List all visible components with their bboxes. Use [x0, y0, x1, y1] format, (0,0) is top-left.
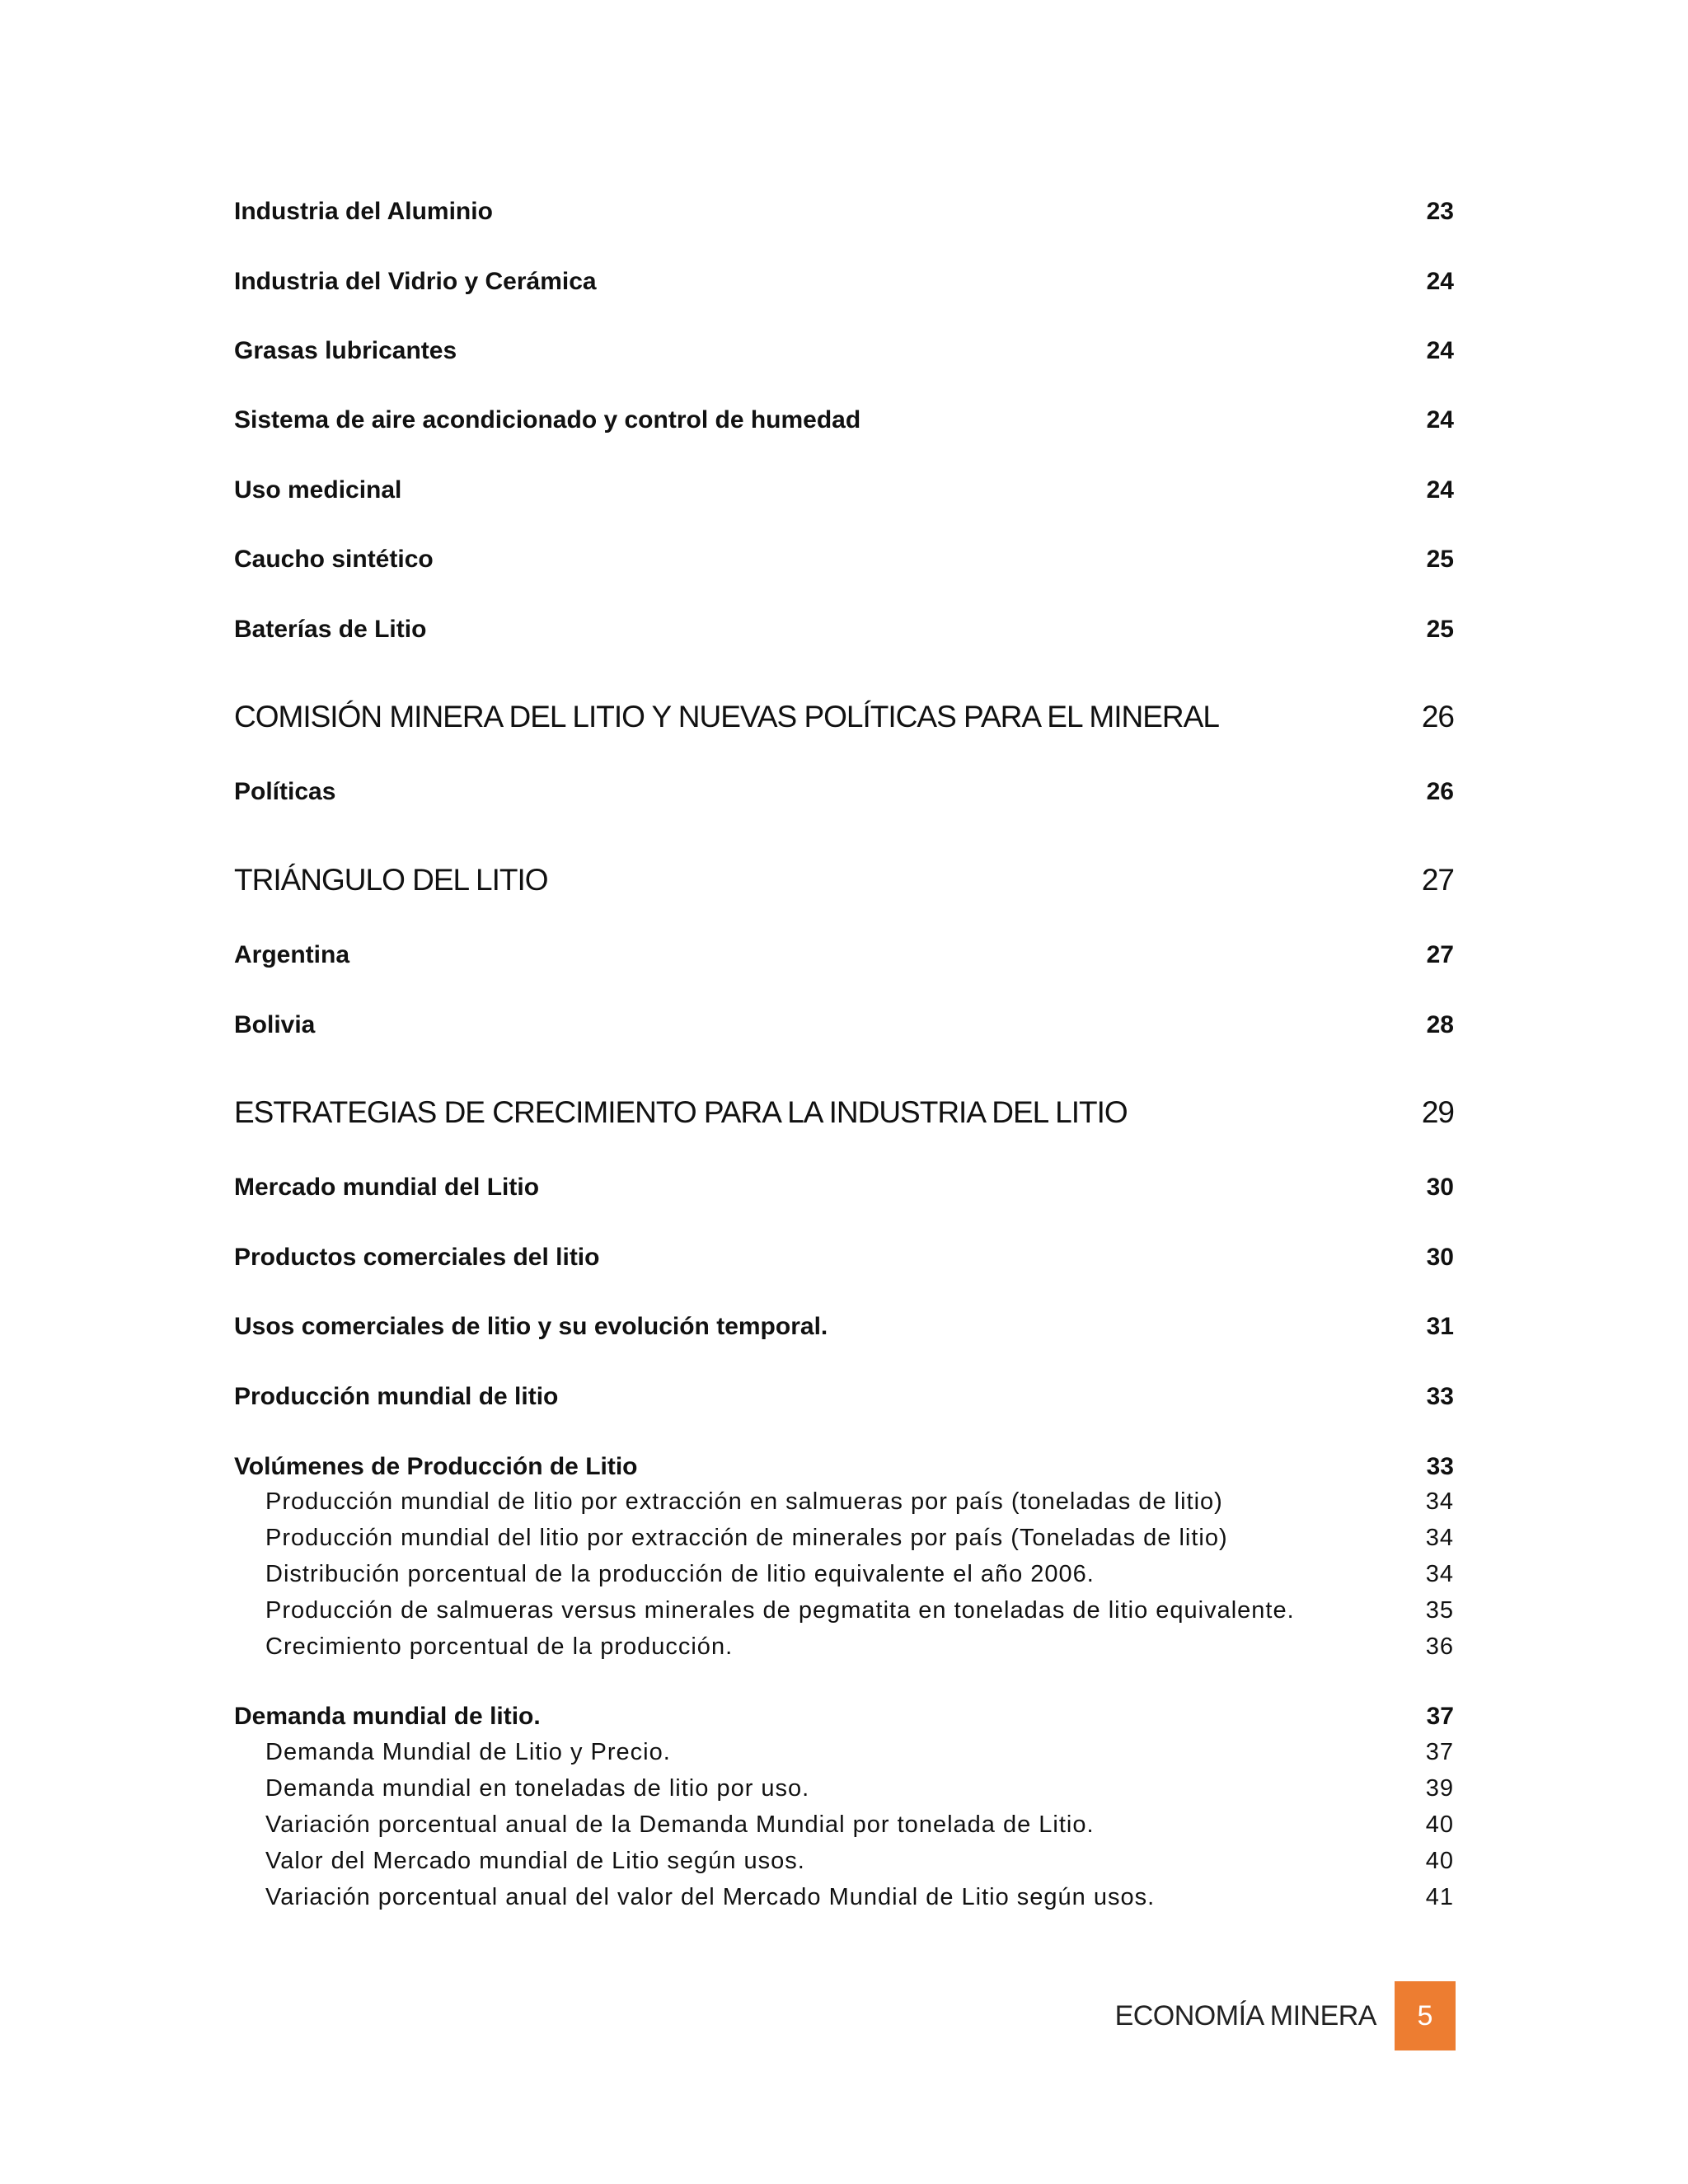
toc-subentry-title: Producción de salmueras versus minerales de pegmatita en toneladas de litio equivalente.: [265, 1597, 1295, 1624]
toc-entry-baterias-litio[interactable]: [234, 616, 1454, 644]
toc-entry-page: 30: [1426, 1174, 1454, 1201]
table-of-contents: [234, 0, 1454, 1978]
toc-subentry-title: Valor del Mercado mundial de Litio según usos.: [265, 1848, 805, 1874]
toc-entry-demanda-mundial[interactable]: [234, 1703, 1454, 1731]
toc-entry-title: Sistema de aire acondicionado y control de humedad: [234, 406, 861, 434]
toc-subentry-page: 39: [1425, 1775, 1454, 1802]
toc-entry-title: Políticas: [234, 778, 336, 805]
toc-entry-page: 24: [1426, 476, 1454, 504]
toc-subentry-title: Producción mundial del litio por extracción de minerales por país (Toneladas de litio): [265, 1525, 1228, 1551]
toc-subentry[interactable]: [234, 1525, 1454, 1552]
toc-entry-title: Industria del Aluminio: [234, 198, 493, 225]
toc-entry-page: 25: [1426, 546, 1454, 573]
toc-subentry-title: Distribución porcentual de la producción de litio equivalente el año 2006.: [265, 1561, 1095, 1587]
toc-entry-title: Industria del Vidrio y Cerámica: [234, 268, 597, 295]
toc-heading-page: 27: [1421, 863, 1454, 897]
toc-entry-title: Bolivia: [234, 1011, 316, 1038]
toc-entry-title: Uso medicinal: [234, 476, 402, 504]
toc-heading-comision-minera[interactable]: [234, 700, 1454, 734]
page-number-badge: 5: [1395, 1981, 1456, 2050]
toc-subentry[interactable]: [234, 1884, 1454, 1911]
toc-entry-title: Baterías de Litio: [234, 616, 427, 643]
toc-subentry-page: 41: [1425, 1884, 1454, 1910]
toc-entry-volumenes-produccion[interactable]: [234, 1453, 1454, 1481]
toc-entry-bolivia[interactable]: [234, 1011, 1454, 1039]
toc-subentry-title: Producción mundial de litio por extracción en salmueras por país (toneladas de litio): [265, 1488, 1223, 1515]
toc-subentry[interactable]: [234, 1633, 1454, 1661]
toc-subentry[interactable]: [234, 1848, 1454, 1875]
toc-entry-page: 37: [1426, 1703, 1454, 1730]
footer-title: ECONOMÍA MINERA: [1114, 1999, 1376, 2032]
toc-heading-page: 26: [1421, 700, 1454, 733]
toc-entry-page: 24: [1426, 337, 1454, 364]
page-footer: [1071, 1981, 1456, 2050]
toc-subentry-title: Demanda Mundial de Litio y Precio.: [265, 1739, 671, 1765]
toc-entry-industria-aluminio[interactable]: [234, 198, 1454, 226]
toc-subentry-page: 36: [1425, 1633, 1454, 1660]
toc-heading-title: ESTRATEGIAS DE CRECIMIENTO PARA LA INDUSTRIA DEL LITIO: [234, 1095, 1128, 1129]
toc-entry-caucho-sintetico[interactable]: [234, 546, 1454, 574]
toc-entry-title: Mercado mundial del Litio: [234, 1174, 540, 1201]
toc-entry-title: Argentina: [234, 941, 350, 968]
toc-subentry[interactable]: [234, 1561, 1454, 1588]
toc-entry-page: 27: [1426, 941, 1454, 968]
toc-heading-title: TRIÁNGULO DEL LITIO: [234, 863, 548, 897]
toc-entry-grasas-lubricantes[interactable]: [234, 337, 1454, 365]
toc-heading-title: COMISIÓN MINERA DEL LITIO Y NUEVAS POLÍTICAS PARA EL MINERAL: [234, 700, 1219, 733]
toc-entry-title: Producción mundial de litio: [234, 1383, 559, 1410]
toc-subentry-page: 40: [1425, 1811, 1454, 1838]
toc-subentry-page: 37: [1425, 1739, 1454, 1765]
toc-entry-page: 24: [1426, 406, 1454, 434]
toc-subentry-title: Variación porcentual anual de la Demanda Mundial por tonelada de Litio.: [265, 1811, 1095, 1838]
toc-entry-politicas[interactable]: [234, 778, 1454, 806]
toc-subentry-page: 34: [1425, 1488, 1454, 1515]
toc-subentry-title: Variación porcentual anual del valor del Mercado Mundial de Litio según usos.: [265, 1884, 1156, 1910]
toc-entry-page: 23: [1426, 198, 1454, 225]
toc-subentry[interactable]: [234, 1488, 1454, 1516]
toc-entry-mercado-mundial[interactable]: [234, 1174, 1454, 1202]
toc-heading-triangulo-litio[interactable]: [234, 863, 1454, 898]
toc-entry-page: 30: [1426, 1244, 1454, 1271]
toc-entry-title: Caucho sintético: [234, 546, 434, 573]
toc-entry-title: Grasas lubricantes: [234, 337, 457, 364]
toc-subentry[interactable]: [234, 1811, 1454, 1839]
toc-entry-page: 28: [1426, 1011, 1454, 1038]
toc-entry-page: 33: [1426, 1453, 1454, 1480]
toc-subentry-page: 40: [1425, 1848, 1454, 1874]
toc-entry-productos-comerciales[interactable]: [234, 1244, 1454, 1272]
toc-subentry[interactable]: [234, 1597, 1454, 1624]
toc-subentry-page: 34: [1425, 1561, 1454, 1587]
toc-entry-produccion-mundial[interactable]: [234, 1383, 1454, 1411]
toc-entry-aire-acondicionado[interactable]: [234, 406, 1454, 434]
toc-entry-title: Volúmenes de Producción de Litio: [234, 1453, 638, 1480]
toc-entry-uso-medicinal[interactable]: [234, 476, 1454, 504]
toc-heading-estrategias[interactable]: [234, 1095, 1454, 1130]
toc-entry-usos-comerciales[interactable]: [234, 1313, 1454, 1341]
toc-subentry-page: 34: [1425, 1525, 1454, 1551]
toc-subentry-title: Demanda mundial en toneladas de litio por uso.: [265, 1775, 810, 1802]
toc-entry-page: 26: [1426, 778, 1454, 805]
toc-entry-page: 24: [1426, 268, 1454, 295]
toc-subentry-title: Crecimiento porcentual de la producción.: [265, 1633, 734, 1660]
toc-entry-page: 25: [1426, 616, 1454, 643]
toc-entry-title: Usos comerciales de litio y su evolución temporal.: [234, 1313, 828, 1340]
toc-entry-title: Demanda mundial de litio.: [234, 1703, 541, 1730]
toc-entry-page: 31: [1426, 1313, 1454, 1340]
toc-entry-industria-vidrio[interactable]: [234, 268, 1454, 296]
toc-subentry-page: 35: [1425, 1597, 1454, 1624]
toc-entry-page: 33: [1426, 1383, 1454, 1410]
toc-entry-argentina[interactable]: [234, 941, 1454, 969]
toc-subentry[interactable]: [234, 1775, 1454, 1802]
toc-entry-title: Productos comerciales del litio: [234, 1244, 600, 1271]
toc-subentry[interactable]: [234, 1739, 1454, 1766]
toc-heading-page: 29: [1421, 1095, 1454, 1129]
